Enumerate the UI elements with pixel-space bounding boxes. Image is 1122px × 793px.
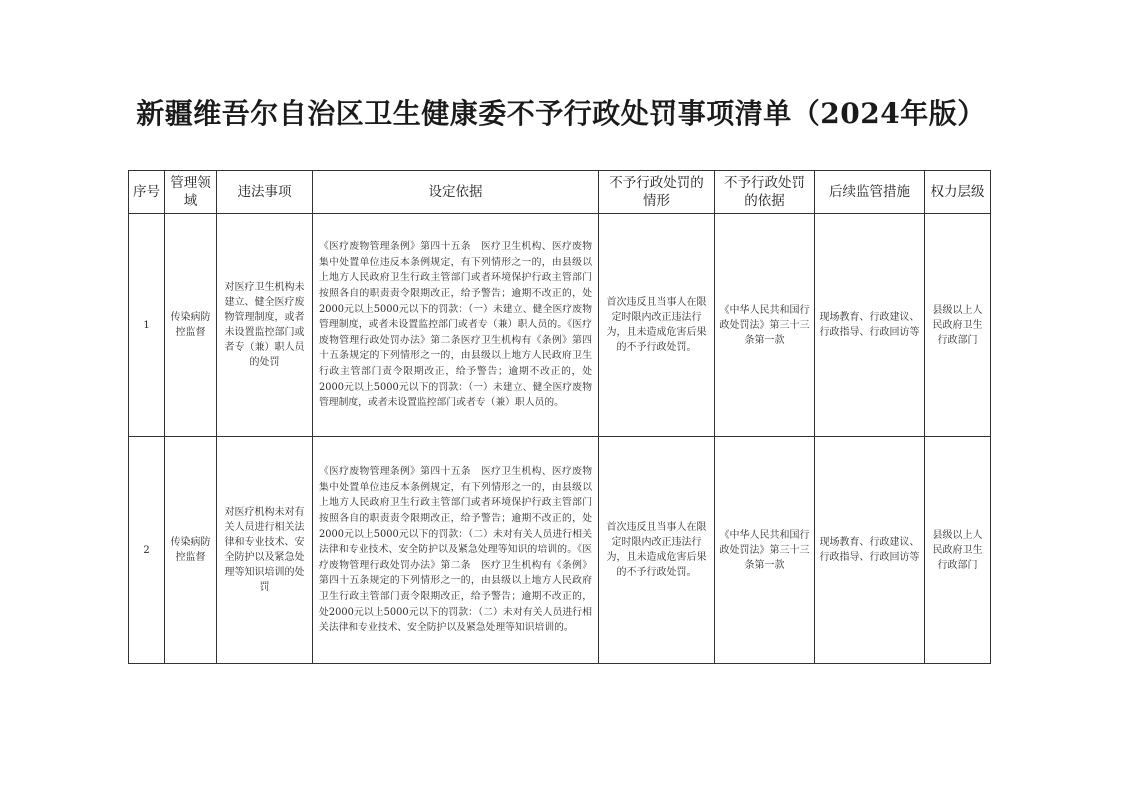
cell-circumstance: 首次违反且当事人在限定时限内改正违法行为，且未造成危害后果的不予行政处罚。: [599, 437, 715, 664]
cell-supervision: 现场教育、行政建议、行政指导、行政回访等: [815, 214, 925, 437]
cell-seq: 1: [129, 214, 165, 437]
table-row: [129, 437, 991, 664]
cell-seq: 2: [129, 437, 165, 664]
header-violation: 违法事项: [217, 171, 313, 214]
header-circumstance: 不予行政处罚的情形: [599, 171, 715, 214]
header-legal-basis: 不予行政处罚的依据: [715, 171, 815, 214]
page-title: 新疆维吾尔自治区卫生健康委不予行政处罚事项清单（2024年版）: [136, 97, 986, 130]
header-domain: 管理领域: [165, 171, 217, 214]
header-authority: 权力层级: [925, 171, 991, 214]
cell-violation: 对医疗卫生机构未建立、健全医疗废物管理制度，或者未设置监控部门或者专（兼）职人员的处罚: [217, 214, 313, 437]
table-row: [129, 214, 991, 437]
cell-supervision: 现场教育、行政建议、行政指导、行政回访等: [815, 437, 925, 664]
cell-violation: 对医疗机构未对有关人员进行相关法律和专业技术、安全防护以及紧急处理等知识培训的处罚: [217, 437, 313, 664]
header-basis: 设定依据: [313, 171, 599, 214]
header-supervision: 后续监管措施: [815, 171, 925, 214]
penalty-exemption-table: [128, 170, 991, 664]
cell-domain: 传染病防控监督: [165, 437, 217, 664]
cell-domain: 传染病防控监督: [165, 214, 217, 437]
cell-authority: 县级以上人民政府卫生行政部门: [925, 214, 991, 437]
header-seq: 序号: [129, 171, 165, 214]
cell-authority: 县级以上人民政府卫生行政部门: [925, 437, 991, 664]
cell-legal-basis: 《中华人民共和国行政处罚法》第三十三条第一款: [715, 437, 815, 664]
cell-basis: 《医疗废物管理条例》第四十五条 医疗卫生机构、医疗废物集中处置单位违反本条例规定，有下列情形之一的，由县级以上地方人民政府卫生行政主管部门或者环境保护行政主管部门按照各自的职责责令限期改正，给予警告；逾期不改正的，处2000元以上5000元以下的罚款：（二）未对有关人员进行相关法律和专业技术、安全防护以及紧急处理等知识的培训的。《医疗废物管理行政处罚办法》第二条 医疗卫生机构有《条例》第四十五条规定的下列情形之一的，由县级以上地方人民政府卫生行政主管部门责令限期改正，给予警告；逾期不改正的，处2000元以上5000元以下的罚款：（二）未对有关人员进行相关法律和专业技术、安全防护以及紧急处理等知识培训的。: [313, 437, 599, 664]
cell-basis: 《医疗废物管理条例》第四十五条 医疗卫生机构、医疗废物集中处置单位违反本条例规定，有下列情形之一的，由县级以上地方人民政府卫生行政主管部门或者环境保护行政主管部门按照各自的职责责令限期改正，给予警告；逾期不改正的，处2000元以上5000元以下的罚款：（一）未建立、健全医疗废物管理制度，或者未设置监控部门或者专（兼）职人员的。《医疗废物管理行政处罚办法》第二条医疗卫生机构有《条例》第四十五条规定的下列情形之一的，由县级以上地方人民政府卫生行政主管部门责令限期改正，给予警告；逾期不改正的，处2000元以上5000元以下的罚款：（一）未建立、健全医疗废物管理制度，或者未设置监控部门或者专（兼）职人员的。: [313, 214, 599, 437]
cell-circumstance: 首次违反且当事人在限定时限内改正违法行为，且未造成危害后果的不予行政处罚。: [599, 214, 715, 437]
cell-legal-basis: 《中华人民共和国行政处罚法》第三十三条第一款: [715, 214, 815, 437]
table-header-row: [129, 171, 991, 214]
